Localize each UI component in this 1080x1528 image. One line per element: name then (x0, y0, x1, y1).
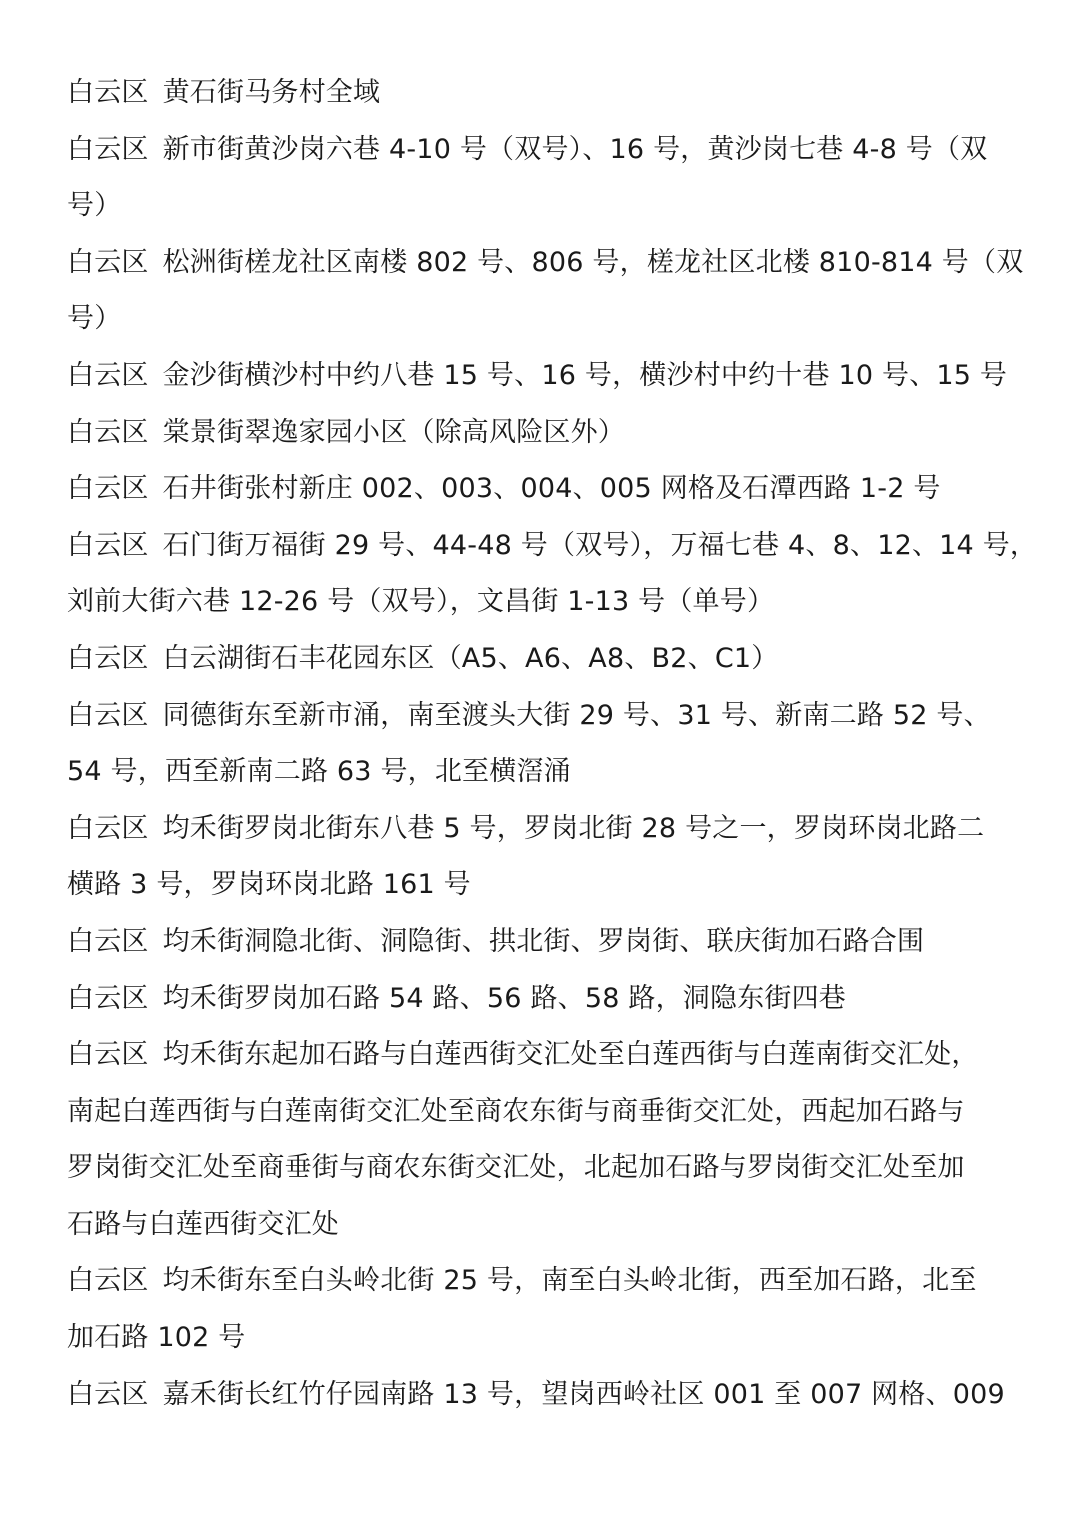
area-entry (67, 348, 1027, 405)
district-label: 白云区 (67, 416, 149, 448)
entry-line (67, 348, 1027, 405)
area-description: 石门街万福街 29 号、44-48 号（双号），万福七巷 4、8、12、14 号， (162, 529, 1038, 561)
entry-line (67, 971, 1027, 1028)
area-description: 新市街黄沙岗六巷 4-10 号（双号）、16 号，黄沙岗七巷 4-8 号（双 (162, 133, 988, 165)
area-description: 均禾街罗岗加石路 54 路、56 路、58 路，洞隐东街四巷 (162, 982, 847, 1014)
area-description: 松洲街槎龙社区南楼 802 号、806 号，槎龙社区北楼 810-814 号（双 (162, 246, 1024, 278)
entry-line-continued: 南起白莲西街与白莲南街交汇处至商农东街与商垂街交汇处，西起加石路与 (67, 1095, 965, 1127)
entry-line-continued: 横路 3 号，罗岗环岗北路 161 号 (67, 869, 471, 901)
area-description: 均禾街东起加石路与白莲西街交汇处至白莲西街与白莲南街交汇处， (162, 1039, 979, 1071)
entry-line-continued: 54 号，西至新南二路 63 号，北至横滘涌 (67, 756, 571, 788)
area-entry (67, 405, 1027, 462)
area-description: 均禾街东至白头岭北街 25 号，南至白头岭北街，西至加石路，北至 (162, 1265, 977, 1297)
district-label: 白云区 (67, 699, 149, 731)
entry-line (67, 914, 1027, 971)
entry-line (67, 461, 1027, 518)
district-label: 白云区 (67, 473, 149, 505)
document-page (67, 65, 1038, 1423)
district-label: 白云区 (67, 1039, 149, 1071)
area-entry (67, 631, 1027, 688)
district-label: 白云区 (67, 77, 149, 108)
district-label: 白云区 (67, 246, 149, 278)
area-description: 同德街东至新市涌，南至渡头大街 29 号、31 号、新南二路 52 号、 (162, 699, 991, 731)
entry-line (67, 518, 1038, 575)
area-description: 均禾街洞隐北街、洞隐街、拱北街、罗岗街、联庆街加石路合围 (162, 925, 925, 957)
area-entry (67, 65, 1027, 122)
entry-line (67, 631, 1027, 688)
entry-line (67, 1367, 1027, 1424)
entry-line (67, 405, 1027, 462)
area-description: 嘉禾街长红竹仔园南路 13 号，望岗西岭社区 001 至 007 网格、009 (162, 1378, 1005, 1410)
area-entry (67, 801, 1027, 914)
entry-line (67, 235, 1027, 292)
area-entry (67, 1027, 1027, 1253)
entry-line-continued: 加石路 102 号 (67, 1322, 246, 1354)
area-description: 均禾街罗岗北街东八巷 5 号，罗岗北街 28 号之一，罗岗环岗北路二 (162, 812, 985, 844)
entry-line (67, 1027, 1027, 1084)
district-label: 白云区 (67, 529, 149, 561)
district-label: 白云区 (67, 982, 149, 1014)
area-description: 棠景街翠逸家园小区（除高风险区外） (162, 416, 626, 448)
entry-line-continued: 号） (67, 190, 122, 222)
area-entry (67, 914, 1027, 971)
entry-line-continued: 石路与白莲西街交汇处 (67, 1208, 339, 1240)
area-description: 石井街张村新庄 002、003、004、005 网格及石潭西路 1-2 号 (162, 473, 941, 505)
area-entry (67, 971, 1027, 1028)
area-entry (67, 235, 1027, 348)
area-description: 白云湖街石丰花园东区（A5、A6、A8、B2、C1） (162, 642, 779, 674)
entry-line-continued: 刘前大街六巷 12-26 号（双号），文昌街 1-13 号（单号） (67, 586, 775, 618)
district-label: 白云区 (67, 925, 149, 957)
area-entry (67, 461, 1027, 518)
entry-line-continued: 罗岗街交汇处至商垂街与商农东街交汇处，北起加石路与罗岗街交汇处至加 (67, 1152, 965, 1184)
district-label: 白云区 (67, 812, 149, 844)
area-entry (67, 1253, 1027, 1366)
entry-line (67, 801, 1027, 858)
district-label: 白云区 (67, 642, 149, 674)
district-label: 白云区 (67, 359, 149, 391)
entry-line (67, 1253, 1027, 1310)
area-entry (67, 122, 1027, 235)
entry-line (67, 65, 1027, 122)
area-description: 金沙街横沙村中约八巷 15 号、16 号，横沙村中约十巷 10 号、15 号 (162, 359, 1008, 391)
area-entry (67, 1367, 1027, 1424)
entry-line (67, 122, 1027, 179)
area-description: 黄石街马务村全域 (162, 77, 381, 108)
district-label: 白云区 (67, 133, 149, 165)
entry-line (67, 688, 1027, 745)
area-entry (67, 518, 1038, 631)
entry-line-continued: 号） (67, 303, 122, 335)
district-label: 白云区 (67, 1265, 149, 1297)
area-entry (67, 688, 1027, 801)
district-label: 白云区 (67, 1378, 149, 1410)
